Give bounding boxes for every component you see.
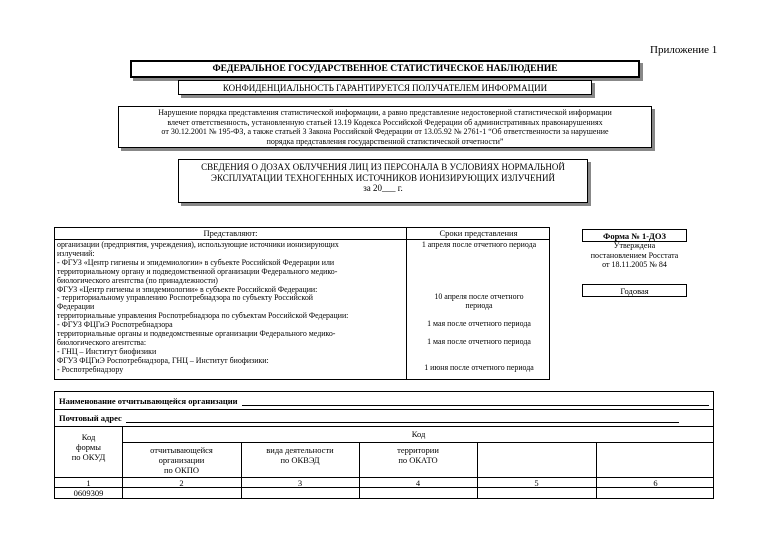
okved-header xyxy=(241,445,359,465)
codes-table xyxy=(54,391,714,499)
address-label: Почтовый адрес xyxy=(59,413,122,423)
deadline-5: 1 июня после отчетного периода xyxy=(424,363,534,372)
okato-value-field[interactable] xyxy=(360,488,476,499)
okpo-header-line: отчитывающейся xyxy=(150,445,213,455)
presenter-line: - территориальному управлению Роспотребнадзора по субъекту Российской xyxy=(57,293,313,303)
presenters-header: Представляют: xyxy=(203,228,258,238)
presenter-line: ФГУЗ ФЦГиЭ Роспотребнадзора, ГНЦ – Институт биофизики: xyxy=(57,355,269,365)
warning-line: порядка представления государственной статистической отчетности” xyxy=(266,136,504,146)
deadline-2-line: 10 апреля после отчетного xyxy=(434,292,524,301)
okud-header-line: формы xyxy=(76,442,101,452)
col-number: 3 xyxy=(297,478,303,488)
okpo-header xyxy=(122,445,241,475)
deadline-1: 1 апреля после отчетного периода xyxy=(421,240,537,249)
warning-line: Нарушение порядка представления статистической информации, а равно представление недостоверной статистической информации xyxy=(158,108,612,117)
deadlines-header: Сроки представления xyxy=(439,228,518,238)
okpo-value-field[interactable] xyxy=(123,488,240,499)
presenter-line: - ГНЦ – Институт биофизики xyxy=(57,346,157,356)
code-header: Код xyxy=(411,429,426,439)
okpo-header-line: организации xyxy=(158,455,205,465)
presenter-line: территориальные органы и подведомственные организации Федерального медико- xyxy=(57,329,336,339)
presenter-line: организации (предприятия, учреждения), использующие источники ионизирующих xyxy=(57,240,339,249)
okved-header-line: по ОКВЭД xyxy=(280,455,320,465)
presenter-line: - Роспотребнадзору xyxy=(57,364,124,374)
reporting-period: Годовая xyxy=(582,284,687,297)
approval-line: от 18.11.2005 № 84 xyxy=(602,260,667,269)
okved-value-field[interactable] xyxy=(242,488,358,499)
deadline-4: 1 мая после отчетного периода xyxy=(427,337,531,346)
okved-header-line: вида деятельности xyxy=(266,445,334,455)
survey-title: ФЕДЕРАЛЬНОЕ ГОСУДАРСТВЕННОЕ СТАТИСТИЧЕСКОЕ НАБЛЮДЕНИЕ xyxy=(130,60,640,78)
deadline-3: 1 мая после отчетного периода xyxy=(427,319,531,328)
appendix-label: Приложение 1 xyxy=(650,44,718,56)
report-title-line: СВЕДЕНИЯ О ДОЗАХ ОБЛУЧЕНИЯ ЛИЦ ИЗ ПЕРСОНАЛА В УСЛОВИЯХ НОРМАЛЬНОЙ xyxy=(201,162,565,172)
liability-warning xyxy=(118,106,652,148)
presenter-line: территориальные управления Роспотребнадзора по субъектам Российской Федерации: xyxy=(57,311,349,321)
confidentiality-banner: КОНФИДЕНЦИАЛЬНОСТЬ ГАРАНТИРУЕТСЯ ПОЛУЧАТЕЛЕМ ИНФОРМАЦИИ xyxy=(178,80,592,95)
warning-line: влечет ответственность, установленную статьей 13.19 Кодекса Российской Федерации об административных правонарушениях xyxy=(167,117,603,127)
form-number: Форма № 1-ДОЗ xyxy=(582,229,687,242)
presenter-line: ФГУЗ «Центр гигиены и эпидемиологии» в субъекте Российской Федерации: xyxy=(57,284,318,294)
okud-header xyxy=(55,432,122,462)
col-number: 6 xyxy=(653,478,658,488)
approval-line: постановлением Росстата xyxy=(590,250,679,260)
presenter-line: - ФГУЗ ФЦГиЭ Роспотребнадзора xyxy=(57,320,173,330)
col5-value-field[interactable] xyxy=(478,488,595,499)
deadline-2 xyxy=(407,293,551,311)
presenter-line: биологического агентства (по принадлежности) xyxy=(57,275,218,285)
approval-note xyxy=(582,241,687,270)
report-title-box xyxy=(178,159,588,203)
col-number: 2 xyxy=(179,478,184,488)
org-name-label: Наименование отчитывающейся организации xyxy=(59,396,238,406)
okud-header-line: Код xyxy=(81,432,96,442)
warning-line: от 30.12.2001 № 195-ФЗ, а также статьей 3 Закона Российской Федерации от 13.05.92 № 2761-1 “Об ответственности за нарушение xyxy=(161,127,609,136)
org-name-row xyxy=(59,394,709,406)
col-number: 5 xyxy=(534,478,539,488)
address-field[interactable] xyxy=(126,413,679,423)
presenter-line: Федерации xyxy=(57,302,95,312)
col6-value-field[interactable] xyxy=(597,488,714,499)
presenter-line: - ФГУЗ «Центр гигиены и эпидемиологии» в субъекте Российской Федерации или xyxy=(57,257,335,267)
presenter-line: биологического агентства: xyxy=(57,337,147,347)
col-number: 4 xyxy=(415,478,421,488)
presenters-list xyxy=(57,241,405,375)
okato-header-line: территории xyxy=(397,445,439,455)
submission-table xyxy=(54,227,550,380)
okato-header xyxy=(359,445,477,465)
approval-line: Утверждена xyxy=(613,241,656,250)
address-row xyxy=(59,411,679,423)
org-name-field[interactable] xyxy=(242,396,709,406)
report-title-line: ЭКСПЛУАТАЦИИ ТЕХНОГЕННЫХ ИСТОЧНИКОВ ИОНИЗИРУЮЩИХ ИЗЛУЧЕНИЙ xyxy=(211,172,555,183)
col-number: 1 xyxy=(86,478,91,488)
presenter-line: излучений: xyxy=(57,248,95,258)
presenter-line: территориальному органу и подведомственной организации Федерального медико- xyxy=(57,266,338,276)
okato-header-line: по ОКАТО xyxy=(398,455,438,465)
deadline-2-line: периода xyxy=(465,300,493,310)
okpo-header-line: по ОКПО xyxy=(163,465,199,475)
okud-header-line: по ОКУД xyxy=(71,452,106,462)
okud-value: 0609309 xyxy=(73,488,104,498)
report-year: за 20___ г. xyxy=(363,183,403,193)
